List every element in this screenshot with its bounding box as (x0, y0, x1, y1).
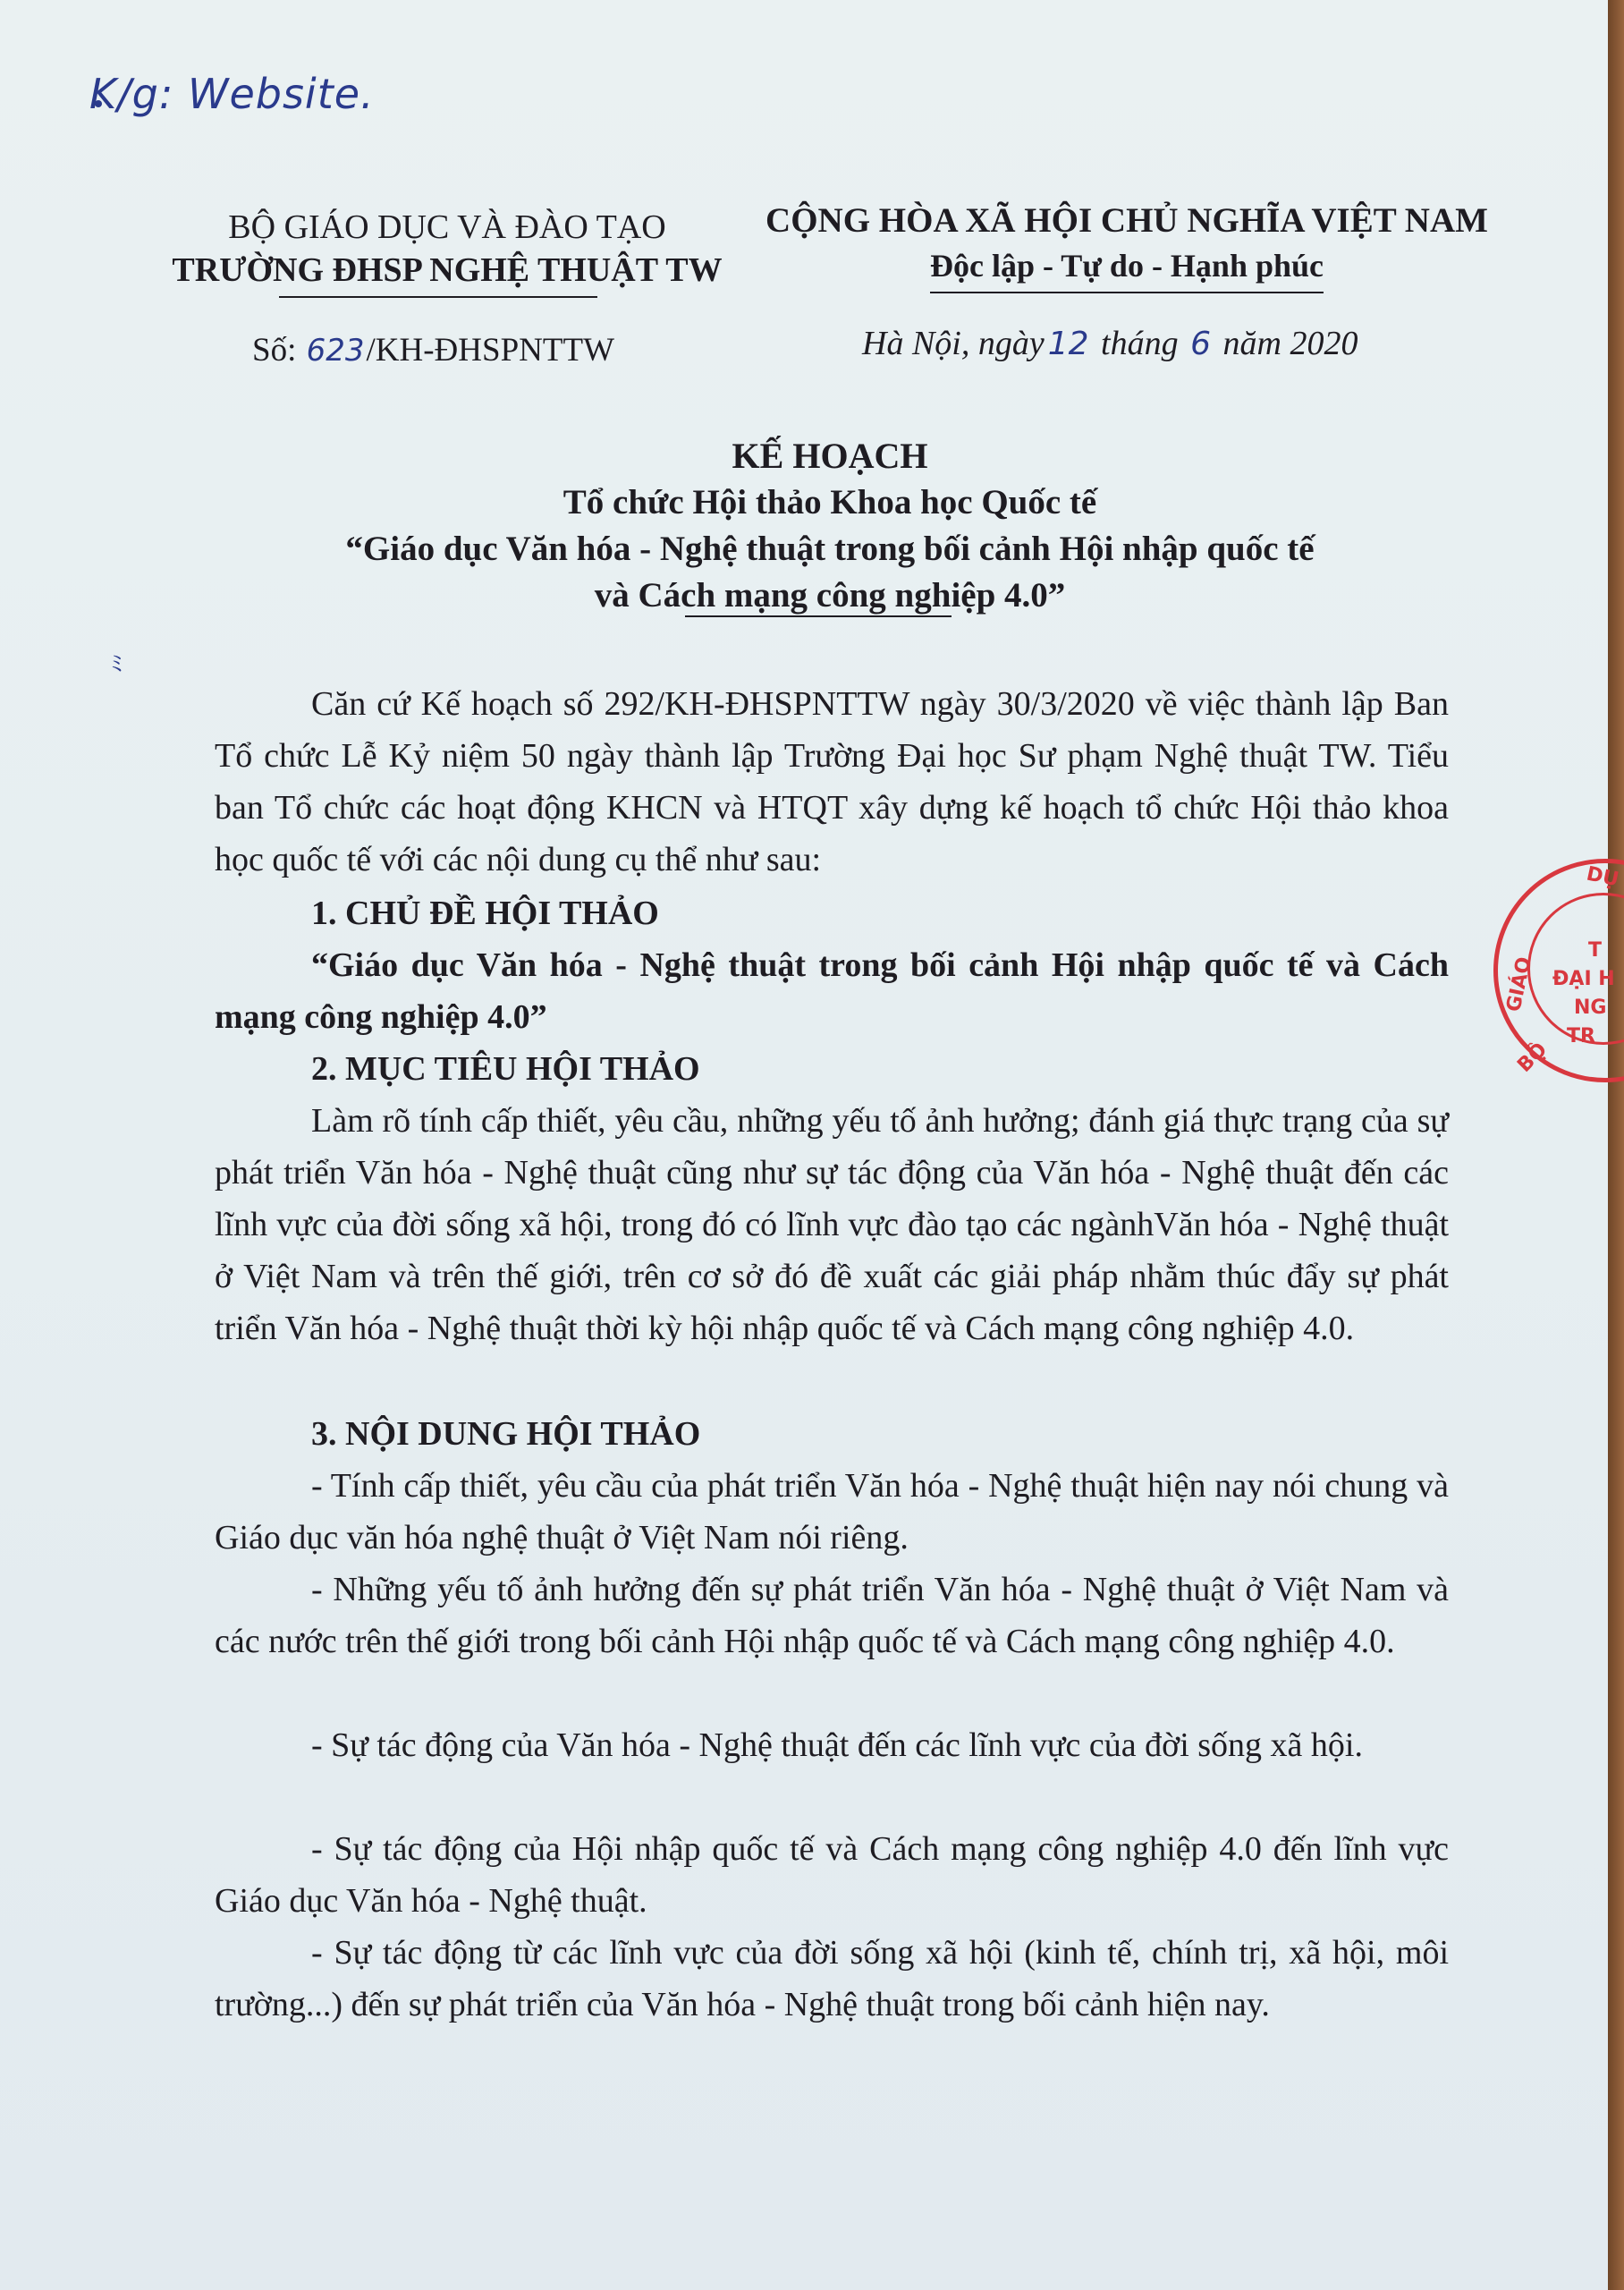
seal-line-d: TR (1567, 1025, 1595, 1047)
section-3-item: - Tính cấp thiết, yêu cầu của phát triển Văn hóa - Nghệ thuật hiện nay nói chung và Giáo dục văn hóa nghệ thuật ở Việt Nam nói riêng. (215, 1467, 1449, 1556)
date-month: 6 (1190, 326, 1211, 362)
section-3-item: - Sự tác động của Hội nhập quốc tế và Cách mạng công nghiệp 4.0 đến lĩnh vực Giáo dục Văn hóa - Nghệ thuật. (215, 1830, 1449, 1920)
seal-text-bottom-left: BỘ (1513, 1039, 1552, 1077)
seal-line-c: NG (1574, 997, 1607, 1019)
number-handwritten: 623 (306, 333, 365, 369)
handwritten-note: K/g: Website. (89, 70, 375, 118)
ministry-name: BỘ GIÁO DỤC VÀ ĐÀO TẠO (228, 208, 666, 246)
intro-paragraph: Căn cứ Kế hoạch số 292/KH-ĐHSPNTTW ngày 30/3/2020 về việc thành lập Ban Tổ chức Lễ Kỷ niệm 50 ngày thành lập Trường Đại học Sư phạm Nghệ thuật TW. Tiểu ban Tổ chức các hoạt động KHCN và HTQT xây dựng kế hoạch tổ chức Hội thảo khoa học quốc tế với các nội dung cụ thể như sau: (215, 685, 1449, 878)
section-3-item: - Sự tác động từ các lĩnh vực của đời sống xã hội (kinh tế, chính trị, xã hội, môi trường...) đến sự phát triển của Văn hóa - Nghệ thuật trong bối cảnh hiện nay. (215, 1934, 1449, 2023)
title-line-3: “Giáo dục Văn hóa - Nghệ thuật trong bối cảnh Hội nhập quốc tế (345, 530, 1315, 568)
section-2-text: Làm rõ tính cấp thiết, yêu cầu, những yếu tố ảnh hưởng; đánh giá thực trạng của sự phát triển Văn hóa - Nghệ thuật cũng như sự tác động của Văn hóa - Nghệ thuật đến các lĩnh vực của đời sống xã hội, trong đó có lĩnh vực đào tạo các ngànhVăn hóa - Nghệ thuật ở Việt Nam và trên thế giới, trên cơ sở đó đề xuất các giải pháp nhằm thúc đẩy sự phát triển Văn hóa - Nghệ thuật thời kỳ hội nhập quốc tế và Cách mạng công nghiệp 4.0. (215, 1102, 1449, 1347)
school-name: TRƯỜNG ĐHSP NGHỆ THUẬT TW (172, 251, 723, 289)
header-right (751, 199, 1502, 293)
date-day: 12 (1047, 326, 1089, 362)
seal-text-left: GIÁO (1502, 954, 1536, 1014)
title-underline (685, 615, 952, 617)
document-date (862, 324, 1358, 363)
republic-name: CỘNG HÒA XÃ HỘI CHỦ NGHĨA VIỆT NAM (765, 201, 1488, 240)
document-title (143, 433, 1517, 619)
date-place: Hà Nội, ngày (862, 325, 1045, 362)
section-3-heading: 3. NỘI DUNG HỘI THẢO (311, 1415, 701, 1453)
pen-mark: ﾐ (111, 651, 123, 678)
section-3-item: - Sự tác động của Văn hóa - Nghệ thuật đến các lĩnh vực của đời sống xã hội. (311, 1726, 1363, 1764)
national-motto: Độc lập - Tự do - Hạnh phúc (930, 243, 1324, 293)
school-underline (279, 296, 597, 298)
table-background (1608, 0, 1624, 2290)
title-line-4: và Cách mạng công nghiệp 4.0” (594, 576, 1066, 615)
seal-line-a: T (1588, 939, 1603, 962)
seal-line-b: ĐẠI H (1552, 968, 1615, 990)
section-1-heading: 1. CHỦ ĐỀ HỘI THẢO (311, 895, 659, 932)
title-line-1: KẾ HOẠCH (732, 436, 928, 476)
header-left (143, 206, 751, 292)
date-year: năm 2020 (1222, 325, 1358, 362)
section-2-heading: 2. MỤC TIÊU HỘI THẢO (311, 1050, 700, 1088)
title-line-2: Tổ chức Hội thảo Khoa học Quốc tế (562, 483, 1097, 522)
document-number (252, 331, 614, 369)
number-prefix: Số: (252, 332, 297, 369)
seal-text-top: DỤ (1584, 862, 1621, 892)
section-3-item: - Những yếu tố ảnh hưởng đến sự phát triển Văn hóa - Nghệ thuật ở Việt Nam và các nước trên thế giới trong bối cảnh Hội nhập quốc tế và Cách mạng công nghiệp 4.0. (215, 1571, 1449, 1660)
date-month-label: tháng (1101, 325, 1179, 362)
number-suffix: /KH-ĐHSPNTTW (366, 332, 614, 369)
section-1-text: “Giáo dục Văn hóa - Nghệ thuật trong bối cảnh Hội nhập quốc tế và Cách mạng công nghiệp 4.0” (215, 946, 1449, 1036)
